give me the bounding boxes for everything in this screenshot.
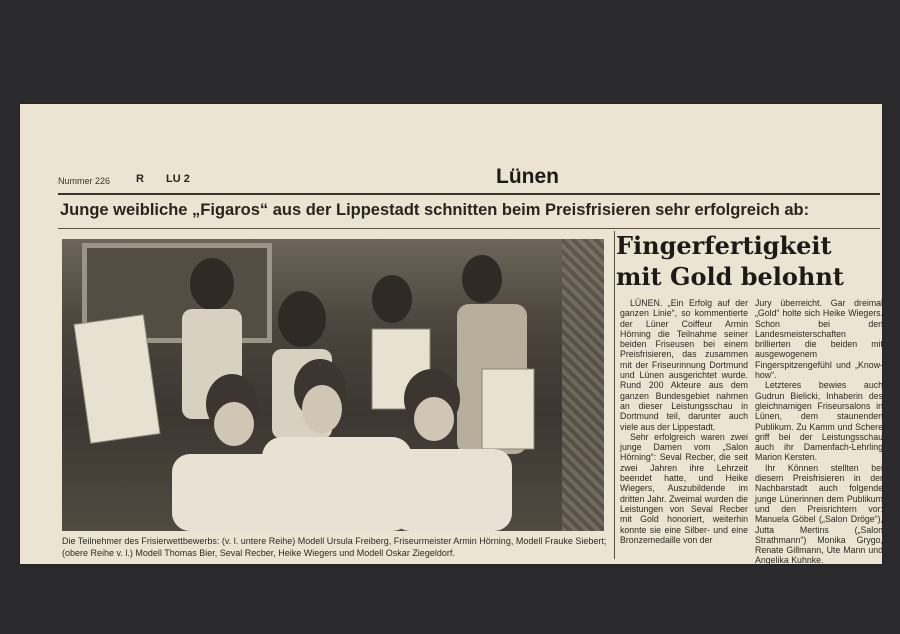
newspaper-clipping xyxy=(20,104,882,564)
issue-number: Nummer 226 xyxy=(58,176,111,186)
headline: Junge weibliche „Figaros“ aus der Lippestadt schnitten beim Preisfrisieren sehr erfolgreich ab: xyxy=(60,201,810,219)
masthead xyxy=(58,164,880,190)
group-photo xyxy=(62,239,604,531)
article-title-line1: Fingerfertigkeit xyxy=(616,231,832,260)
photo-caption: Die Teilnehmer des Frisierwettbewerbs: (v. l. untere Reihe) Modell Ursula Freiberg, Friseurmeister Armin Hörning, Modell Frauke Siebert; (obere Reihe v. l.) Modell Thomas Bier, Seval Recber, Heike Wiegers und Modell Oskar Ziegeldorf. xyxy=(62,536,607,558)
article-title-line2: mit Gold belohnt xyxy=(616,262,844,291)
headline-rule xyxy=(58,228,880,229)
masthead-rule xyxy=(58,193,880,195)
paragraph: Sehr erfolgreich waren zwei junge Damen vom „Salon Hörning“: Seval Recber, die seit zwei Jahren ihre Lehrzeit beendet hatte, und Heike Wiegers, Auszubildende im dritten Jahr. Zweimal wurden die Leistungen von Seval Recber mit Gold honoriert, weiterhin konnte sie eine Silber- und eine Bronzemedaille von der xyxy=(620,431,748,545)
city-title: Lünen xyxy=(496,165,559,188)
paragraph: Ihr Können stellten bei diesem Preisfrisieren in der Nachbarstadt auch folgende junge Lünerinnen dem Publikum und den Preisrichtern vor: Manuela Göbel („Salon Dröge“), Jutta Mertins („Salon Strathmann“) Monika Grygo, Renate Gillmann, Ute Mann und Angelika Kuhnke. xyxy=(755,462,883,566)
article-column-1 xyxy=(620,298,748,545)
paragraph: Letzteres bewies auch Gudrun Bielicki, Inhaberin des gleichnamigen Friseursalons in Lünen, dem staunenden Publikum. Zu Kamm und Schere griff bei der Leistungsschau auch ihr Damenfach-Lehrling Marion Kersten. xyxy=(755,380,883,463)
photo-figures xyxy=(62,239,604,531)
paragraph: Jury überreicht. Gar dreimal „Gold“ holte sich Heike Wiegers. Schon bei den Landesmeisterschaften brillierten die beiden mit ausgewogenem Fingerspitzengefühl und „Know-how“. xyxy=(755,298,883,381)
paragraph: LÜNEN. „Ein Erfolg auf der ganzen Linie“, so kommentierte der Lüner Coiffeur Armin Hörning die Teilnahme seiner beiden Friseusen bei einem Preisfrisieren, das zusammen mit der Friseurinnung Dortmund und Lünen ausgerichtet wurde. Rund 200 Akteure aus dem ganzen Bundesgebiet nahmen an dieser Leistungsschau in Dortmund teil, darunter auch viele aus der Lippestadt. xyxy=(620,298,748,432)
edition-r: R xyxy=(136,173,144,185)
article-column-2 xyxy=(755,298,883,566)
edition-lu: LU 2 xyxy=(166,173,190,185)
article-title xyxy=(616,230,874,292)
column-divider xyxy=(614,231,615,559)
